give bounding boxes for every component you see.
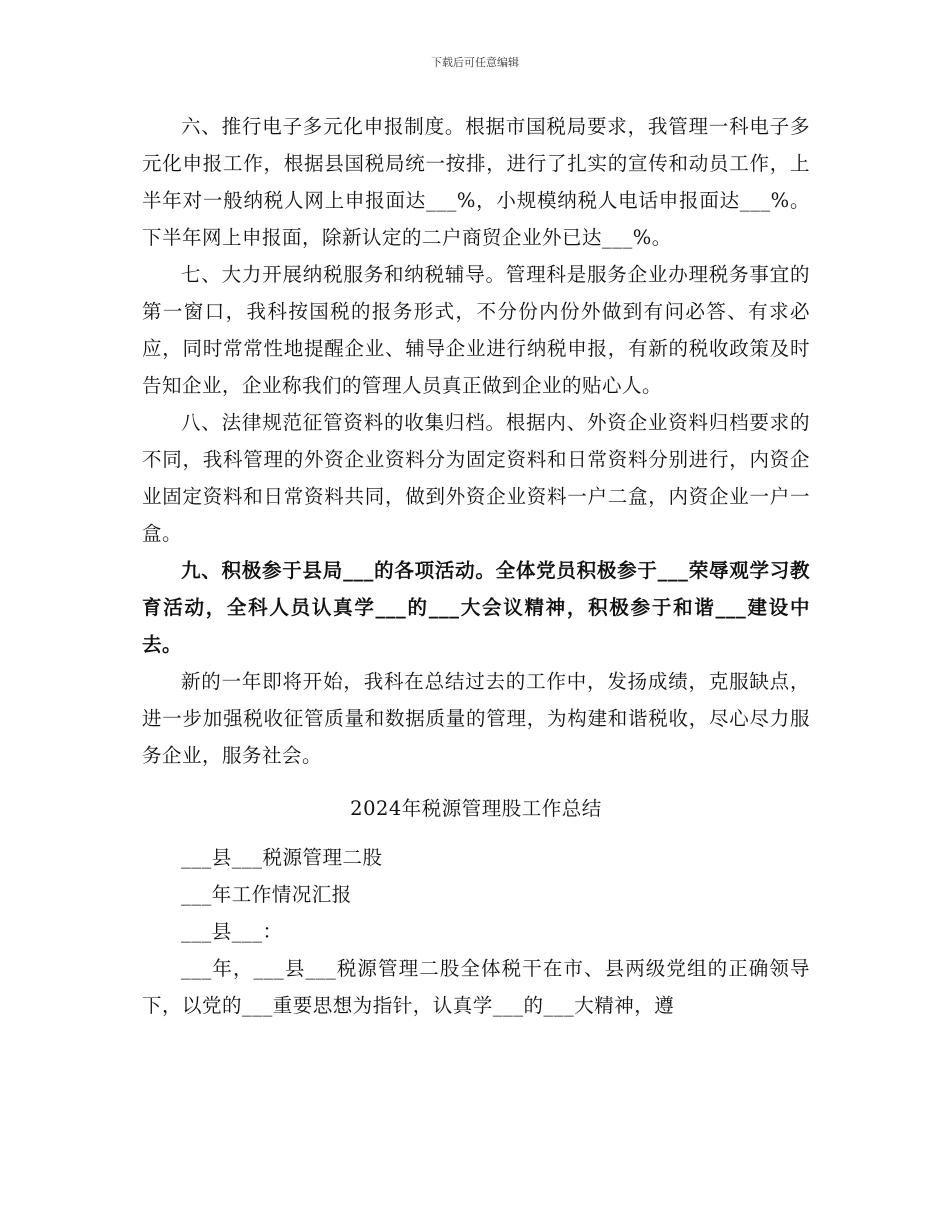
section-title: 2024年税源管理股工作总结 bbox=[350, 797, 602, 820]
paragraph-eight: 八、法律规范征管资料的收集归档。根据内、外资企业资料归档要求的不同，我科管理的外资企业资料分为固定资料和日常资料分别进行，内资企业固定资料和日常资料共同，做到外资企业资料一户二盒，内资企业一户一盒。 bbox=[142, 411, 810, 545]
paragraph-seven: 七、大力开展纳税服务和纳税辅导。管理科是服务企业办理税务事宜的第一窗口，我科按国税的报务形式，不分份内份外做到有问必答、有求必应，同时常常性地提醒企业、辅导企业进行纳税申报，有新的税收政策及时告知企业，企业称我们的管理人员真正做到企业的贴心人。 bbox=[142, 263, 810, 397]
paragraph-nine: 九、积极参于县局___的各项活动。全体党员积极参于___荣辱观学习教育活动，全科人员认真学___的___大会议精神，积极参于和谐___建设中去。 bbox=[142, 559, 810, 656]
section-line-report: ___年工作情况汇报 bbox=[181, 883, 352, 906]
paragraph-six: 六、推行电子多元化申报制度。根据市国税局要求，我管理一科电子多元化申报工作，根据县国税局统一按排，进行了扎实的宣传和动员工作，上半年对一般纳税人网上申报面达___%，小规模纳税人电话申报面达___%。下半年网上申报面，除新认定的二户商贸企业外已达___%。 bbox=[142, 115, 810, 249]
section-line-salutation: ___县___： bbox=[181, 920, 283, 943]
section-line-department: ___县___税源管理二股 bbox=[181, 846, 383, 869]
document-body bbox=[142, 108, 810, 1024]
paragraph-closing: 新的一年即将开始，我科在总结过去的工作中，发扬成绩，克服缺点，进一步加强税收征管质量和数据质量的管理，为构建和谐税收，尽心尽力服务企业，服务社会。 bbox=[142, 670, 810, 767]
section-paragraph-one: ___年，___县___税源管理二股全体税干在市、县两级党组的正确领导下，以党的___重要思想为指针，认真学___的___大精神，遵 bbox=[142, 957, 810, 1017]
page-header-note: 下载后可任意编辑 bbox=[431, 56, 519, 69]
